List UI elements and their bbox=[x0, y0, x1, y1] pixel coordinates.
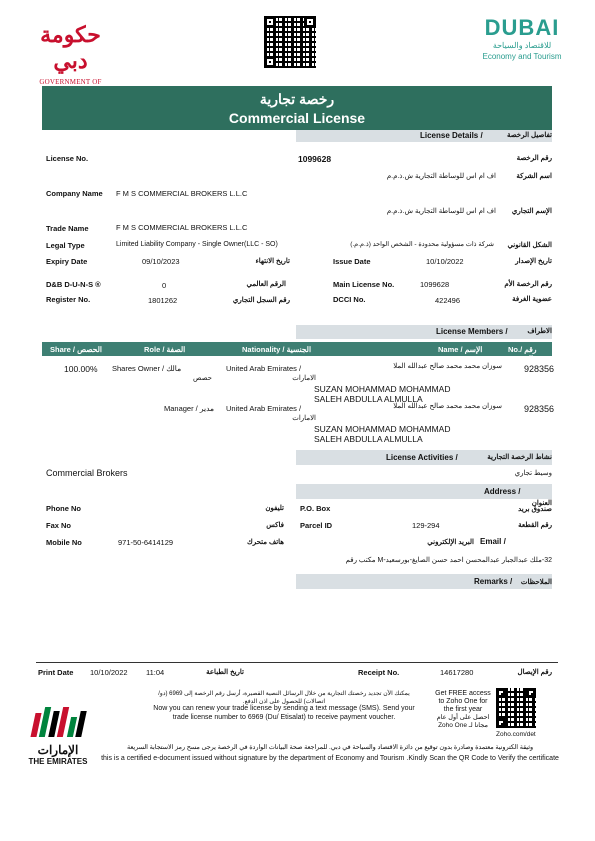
member-name-line2: SALEH ABDULLA ALMULLA bbox=[314, 394, 423, 404]
mobile-label: Mobile No bbox=[46, 538, 82, 547]
duns-label-ar: الرقم العالمي bbox=[246, 281, 286, 288]
mobile-label-ar: هاتف متحرك bbox=[247, 539, 284, 546]
issue-date-label-ar: تاريخ الإصدار bbox=[515, 258, 552, 265]
issue-date-value: 10/10/2022 bbox=[426, 257, 464, 266]
member-row bbox=[42, 360, 555, 404]
license-no-value: 1099628 bbox=[298, 154, 332, 164]
receipt-value: 14617280 bbox=[440, 668, 474, 677]
print-date-value: 10/10/2022 bbox=[90, 668, 128, 677]
remarks-heading: Remarks / bbox=[474, 577, 513, 586]
member-no: 928356 bbox=[524, 404, 555, 414]
member-share: 100.00% bbox=[64, 364, 98, 374]
trade-name-label: Trade Name bbox=[46, 224, 89, 233]
member-name-line1: SUZAN MOHAMMAD MOHAMMAD bbox=[314, 384, 451, 394]
pobox-label-ar: صندوق بريد bbox=[518, 506, 552, 513]
register-no-label: Register No. bbox=[46, 295, 91, 304]
emirates-flag-icon bbox=[20, 705, 96, 737]
emirates-logo bbox=[20, 705, 96, 777]
member-role-ar2: حصص bbox=[193, 375, 212, 382]
member-name-line2: SALEH ABDULLA ALMULLA bbox=[314, 434, 423, 444]
license-members-heading-ar: الاطراف bbox=[527, 328, 552, 335]
name-col-header: Name / الإسم bbox=[438, 345, 483, 354]
license-activities-heading: License Activities / bbox=[386, 453, 458, 462]
main-license-value: 1099628 bbox=[420, 280, 450, 289]
parcel-label: Parcel ID bbox=[300, 521, 333, 530]
fax-label-ar: فاكس bbox=[266, 522, 284, 529]
title-arabic: رخصة تجارية bbox=[259, 91, 335, 107]
license-members-heading: License Members / bbox=[436, 327, 508, 336]
zoho-qr-code[interactable] bbox=[496, 688, 536, 728]
duns-label: D&B D-U-N-S ® bbox=[46, 280, 101, 289]
legal-type-value: Limited Liability Company - Single Owner(LLC - SO) bbox=[116, 241, 278, 248]
issue-date-label: Issue Date bbox=[333, 257, 371, 266]
expiry-date-value: 09/10/2023 bbox=[142, 257, 180, 266]
register-no-value: 1801262 bbox=[148, 296, 178, 305]
fax-label: Fax No bbox=[46, 521, 72, 530]
det-arabic-text: للاقتصاد والسياحة bbox=[492, 41, 552, 50]
zoho-promo-english: Get FREE access to Zoho One for the first year bbox=[435, 690, 491, 713]
gov-arabic-calligraphy: حكومة دبي bbox=[40, 22, 101, 74]
title-banner bbox=[42, 86, 552, 130]
no-col-header: No./ رقم الشخص bbox=[508, 345, 537, 363]
member-name-ar: سوزان محمد محمد صالح عبدالله الملا bbox=[393, 363, 502, 370]
address-heading-ar: العنوان bbox=[531, 500, 552, 507]
title-english: Commercial License bbox=[228, 110, 366, 126]
member-role: Shares Owner / مالك bbox=[112, 364, 182, 373]
address-heading: Address / bbox=[484, 487, 521, 496]
footer-divider bbox=[36, 662, 558, 663]
print-time-value: 11:04 bbox=[146, 668, 165, 677]
activity-arabic: وسيط تجاري bbox=[514, 470, 552, 477]
legal-type-ar: شركة ذات مسؤولية محدودة - الشخص الواحد (ذ.م.م.) bbox=[350, 241, 494, 248]
gov-english-text: GOVERNMENT OF bbox=[39, 78, 102, 86]
license-details-heading: License Details / bbox=[420, 131, 483, 140]
company-name-value: F M S COMMERCIAL BROKERS L.L.C bbox=[116, 189, 248, 198]
member-nationality-ar2: الامارات bbox=[292, 415, 316, 422]
main-license-label: Main License No. bbox=[333, 280, 395, 289]
parcel-label-ar: رقم القطعة bbox=[518, 522, 552, 529]
role-col-header: Role / الصفة bbox=[144, 345, 186, 354]
header-qr-code bbox=[264, 16, 316, 68]
email-label-ar: البريد الإلكتروني bbox=[427, 539, 474, 546]
company-name-label-ar: اسم الشركة bbox=[516, 173, 552, 180]
zoho-promo bbox=[434, 690, 492, 736]
register-no-label-ar: رقم السجل التجاري bbox=[232, 297, 290, 304]
dcci-no-label-ar: عضوية الغرفة bbox=[512, 296, 552, 303]
renew-english-text: Now you can renew your trade license by sending a text message (SMS). Send your trade license number to 6969 (Du/ Etisalat) to receive payment voucher. bbox=[153, 705, 415, 721]
company-name-ar: اف ام اس للوساطة التجارية ش.ذ.م.م bbox=[386, 173, 496, 180]
license-activities-heading-ar: نشاط الرخصة التجارية bbox=[487, 454, 552, 461]
members-table-header bbox=[42, 342, 552, 363]
legal-type-label-ar: الشكل القانوني bbox=[507, 242, 552, 249]
government-of-dubai-logo bbox=[28, 22, 113, 86]
mobile-value: 971-50-6414129 bbox=[118, 538, 174, 547]
email-label: Email / bbox=[480, 537, 506, 546]
legal-type-label: Legal Type bbox=[46, 241, 85, 250]
emirates-arabic: الإمارات bbox=[37, 743, 79, 757]
member-no: 928356 bbox=[524, 364, 555, 374]
trade-name-value: F M S COMMERCIAL BROKERS L.L.C bbox=[116, 223, 248, 232]
member-row bbox=[42, 400, 555, 444]
zoho-promo-arabic: احصل على أول عام مجانا لـ Zoho One bbox=[436, 714, 490, 729]
pobox-label: P.O. Box bbox=[300, 504, 331, 513]
license-no-label-ar: رقم الرخصة bbox=[516, 155, 552, 162]
receipt-label-ar: رقم الإيصال bbox=[517, 669, 552, 676]
member-name-ar: سوزان محمد محمد صالح عبدالله الملا bbox=[393, 403, 502, 410]
share-col-header: Share / الحصص bbox=[50, 345, 103, 354]
remarks-heading-ar: الملاحظات bbox=[520, 579, 552, 586]
expiry-date-label-ar: تاريخ الانتهاء bbox=[255, 258, 290, 265]
duns-value: 0 bbox=[162, 281, 167, 290]
receipt-label: Receipt No. bbox=[358, 668, 400, 677]
member-nationality: United Arab Emirates / bbox=[226, 404, 302, 413]
parcel-value: 129-294 bbox=[412, 521, 440, 530]
trade-name-ar: اف ام اس للوساطة التجارية ش.ذ.م.م bbox=[386, 208, 496, 215]
det-logo bbox=[474, 16, 570, 72]
phone-label: Phone No bbox=[46, 504, 81, 513]
nationality-col-header: Nationality / الجنسية bbox=[242, 345, 312, 354]
dcci-no-label: DCCI No. bbox=[333, 295, 366, 304]
print-date-label: Print Date bbox=[38, 668, 74, 677]
certificate-arabic: وثيقة الكترونية معتمدة وصادرة بدون توقيع من دائرة الاقتصاد والسياحة في دبي. للمراجعة صحة البيانات الواردة في الرخصة يرجى مسح رمز الاستجابة السريعة bbox=[127, 744, 533, 751]
member-role: Manager / مدير bbox=[164, 404, 215, 413]
certificate-english: this is a certified e-document issued without signature by the department of Economy and Tourism .Kindly Scan the QR Code to Verify the certificate bbox=[101, 755, 559, 762]
member-nationality-ar2: الامارات bbox=[292, 375, 316, 382]
det-english-text: Economy and Tourism bbox=[482, 52, 562, 61]
member-nationality: United Arab Emirates / bbox=[226, 364, 302, 373]
print-date-label-ar: تاريخ الطباعة bbox=[206, 669, 244, 676]
main-license-label-ar: رقم الرخصة الأم bbox=[504, 281, 552, 288]
member-name-line1: SUZAN MOHAMMAD MOHAMMAD bbox=[314, 424, 451, 434]
dcci-no-value: 422496 bbox=[435, 296, 461, 305]
trade-name-label-ar: الإسم التجاري bbox=[511, 208, 552, 215]
expiry-date-label: Expiry Date bbox=[46, 257, 88, 266]
full-address: 32-ملك عبدالجبار عبدالمحسن احمد حسن الصايغ-بورسعيد-M مكتب رقم bbox=[345, 557, 552, 564]
license-details-heading-ar: تفاصيل الرخصة bbox=[506, 132, 552, 139]
dubai-wordmark: DUBAI bbox=[484, 15, 560, 40]
license-no-label: License No. bbox=[46, 154, 89, 163]
renew-arabic-text: يمكنك الآن تجديد رخصتك التجارية من خلال الرسائل النصية القصيرة، أرسل رقم الرخصة إلى 6969 (دو/اتصالات) للحصول على اذن الدفع. bbox=[158, 691, 410, 705]
zoho-url[interactable]: Zoho.com/det bbox=[496, 731, 536, 738]
company-name-label: Company Name bbox=[46, 189, 103, 198]
emirates-english: THE EMIRATES bbox=[28, 757, 88, 766]
activity-english: Commercial Brokers bbox=[46, 468, 128, 478]
phone-label-ar: تليفون bbox=[265, 505, 284, 512]
